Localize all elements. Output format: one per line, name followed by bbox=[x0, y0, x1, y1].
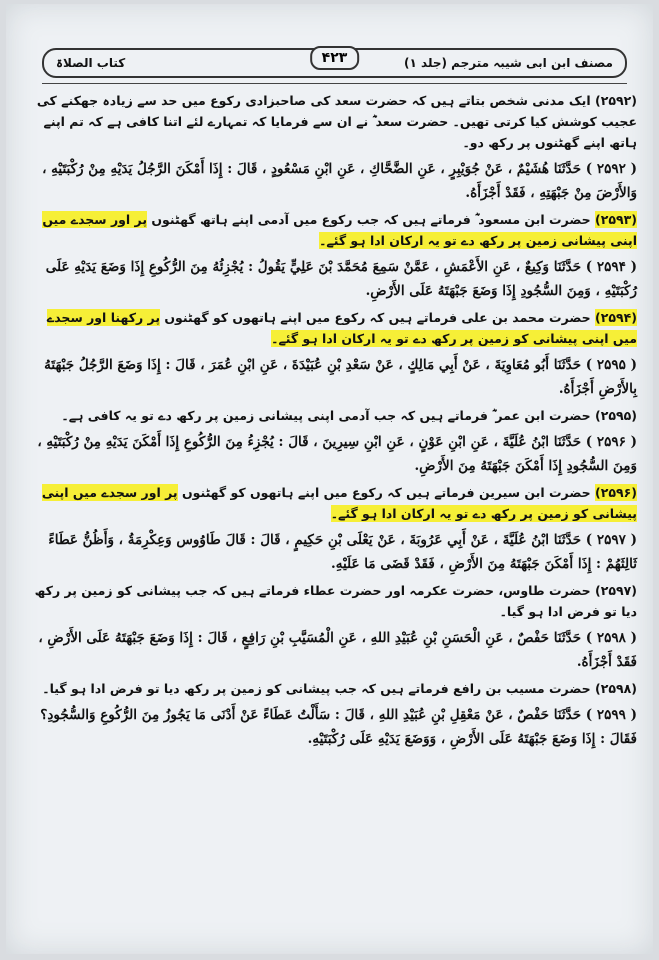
urdu-translation-2594 bbox=[32, 307, 637, 349]
translation-text: ایک مدنی شخص بتاتے ہیں کہ حضرت سعد کی صاحبزادی رکوع میں حد سے زیادہ جھکنے کی عجیب کوشش کیا کرتی تھیں۔ حضرت سعد ؓ نے ان سے فرمایا کہ تمہارے لئے اتنا کافی ہے کہ تم اپنے ہاتھ اپنے گھٹنوں پر رکھ دو۔ bbox=[36, 93, 637, 150]
book-page bbox=[6, 4, 653, 954]
hadith-number: (۲۵۹۵) bbox=[595, 408, 637, 423]
hadith-text: حَدَّثَنَا حَفْصٌ ، عَنِ الْحَسَنِ بْنِ عُبَيْدِ اللهِ ، عَنِ الْمُسَيَّبِ بْنِ رَافِعٍ ، قَالَ : إِذَا وَضَعَ جَبْهَتَهُ عَلَى الأَرْضِ ، فَقَدْ أَجْزَأَهُ. bbox=[38, 630, 637, 670]
urdu-translation-2597 bbox=[32, 580, 637, 622]
hadith-number: ( ۲۵۹۲ ) bbox=[585, 161, 637, 177]
arabic-hadith-2594 bbox=[32, 255, 637, 303]
hadith-text: حَدَّثَنَا هُشَيْمٌ ، عَنْ جُوَيْبِرٍ ، عَنِ الضَّحَّاكِ ، عَنِ ابْنِ مَسْعُودٍ ، قَالَ : إِذَا أَمْكَنَ الرَّجُلُ يَدَيْهِ مِنْ رُكْبَتَيْهِ ، وَالأَرْضَ مِنْ جَبْهَتِهِ ، فَقَدْ أَجْزَأَهُ. bbox=[42, 161, 637, 201]
translation-text: حضرت مسیب بن رافع فرماتے ہیں کہ جب پیشانی کو زمین پر رکھ دیا تو فرض ادا ہو گیا۔ bbox=[42, 681, 591, 696]
hadith-text: حَدَّثَنَا ابْنُ عُلَيَّةَ ، عَنْ أَبِي عَرُوبَةَ ، عَنْ يَعْلَى بْنِ حَكِيمٍ ، قَالَ : قَالَ طَاوُوس وَعِكْرِمَةُ ، وَأَظُنُّ عَطَاءً ثَالِثَهُمْ : إِذَا أَمْكَنَ جَبْهَتَهُ مِنَ الأَرْضِ ، فَقَدْ قَضَى مَا عَلَيْهِ. bbox=[48, 532, 637, 572]
hadith-number: (۲۵۹۶) bbox=[595, 485, 637, 500]
arabic-hadith-2598 bbox=[32, 626, 637, 674]
urdu-translation-2592 bbox=[32, 90, 637, 153]
hadith-number: (۲۵۹۳) bbox=[595, 212, 637, 227]
arabic-hadith-2595 bbox=[32, 353, 637, 401]
highlighted-text: پر اور سجدے میں اپنی پیشانی زمین پر رکھ دے تو یہ ارکان ادا ہو گئے۔ bbox=[42, 212, 637, 248]
translation-text: حضرت ابن سیرین فرماتے ہیں کہ رکوع میں اپنے ہاتھوں کو گھٹنوں bbox=[177, 485, 591, 500]
hadith-number: ( ۲۵۹۸ ) bbox=[585, 630, 637, 646]
urdu-translation-2596 bbox=[32, 482, 637, 524]
highlighted-text: پر اور سجدے میں اپنی پیشانی کو زمین پر رکھ دے تو یہ ارکان ادا ہو گئے۔ bbox=[41, 485, 637, 521]
book-title: مصنف ابن ابی شیبہ مترجم (جلد ۱) bbox=[404, 56, 613, 70]
hadith-number: (۲۵۹۸) bbox=[595, 681, 637, 696]
hadith-number: ( ۲۵۹۷ ) bbox=[585, 532, 637, 548]
arabic-hadith-2592 bbox=[32, 157, 637, 205]
hadith-text: حَدَّثَنَا ابْنُ عُلَيَّةَ ، عَنِ ابْنِ عَوْنٍ ، عَنِ ابْنِ سِيرِينَ ، قَالَ : يُجْزِءُ مِنَ الرُّكُوعِ إِذَا أَمْكَنَ يَدَيْهِ مِنْ رُكْبَتَيْهِ ، وَمِنَ السُّجُودِ إِذَا أَمْكَنَ جَبْهَتَهُ مِنَ الأَرْضِ. bbox=[37, 434, 637, 474]
hadith-number: (۲۵۹۲) bbox=[595, 93, 637, 108]
hadith-number: ( ۲۵۹۴ ) bbox=[585, 259, 637, 275]
arabic-hadith-2597 bbox=[32, 528, 637, 576]
hadith-number: ( ۲۵۹۵ ) bbox=[585, 357, 637, 373]
urdu-translation-2598 bbox=[32, 678, 637, 699]
translation-text: حضرت محمد بن علی فرماتے ہیں کہ رکوع میں اپنے ہاتھوں کو گھٹنوں bbox=[160, 310, 591, 325]
translation-text: حضرت ابن مسعود ؓ فرماتے ہیں کہ جب رکوع میں آدمی اپنے ہاتھ گھٹنوں bbox=[147, 212, 591, 227]
urdu-translation-2593 bbox=[32, 209, 637, 251]
hadith-number: ( ۲۵۹۶ ) bbox=[585, 434, 637, 450]
hadith-number: (۲۵۹۴) bbox=[595, 310, 637, 325]
hadith-text: حَدَّثَنَا وَكِيعٌ ، عَنِ الأَعْمَشِ ، عَمَّنْ سَمِعَ مُحَمَّدَ بْنَ عَلِيٍّ يَقُولُ : يُجْزِئُهُ مِنَ الرُّكُوعِ إِذَا وَضَعَ يَدَيْهِ عَلَى رُكْبَتَيْهِ ، وَمِنَ السُّجُودِ إِذَا وَضَعَ جَبْهَتَهُ عَلَى الأَرْضِ. bbox=[45, 259, 637, 299]
translation-text: حضرت ابن عمر ؓ فرماتے ہیں کہ جب آدمی اپنی پیشانی زمین پر رکھ دے تو یہ کافی ہے۔ bbox=[61, 408, 591, 423]
chapter-title: کتاب الصلاۃ bbox=[56, 56, 126, 70]
hadith-number: (۲۵۹۷) bbox=[595, 583, 637, 598]
page-content bbox=[32, 90, 637, 755]
hadith-number: ( ۲۵۹۹ ) bbox=[585, 707, 637, 723]
arabic-hadith-2599 bbox=[32, 703, 637, 751]
page-number: ۴۲۳ bbox=[310, 46, 360, 70]
translation-text: حضرت طاوس، حضرت عکرمہ اور حضرت عطاء فرماتے ہیں کہ جب پیشانی کو زمین پر رکھ دیا تو فرض ادا ہو گیا۔ bbox=[34, 583, 637, 619]
arabic-hadith-2596 bbox=[32, 430, 637, 478]
highlighted-text: پر رکھنا اور سجدے میں اپنی پیشانی کو زمین پر رکھ دے تو یہ ارکان ادا ہو گئے۔ bbox=[46, 310, 637, 346]
page-header bbox=[42, 48, 627, 78]
header-divider bbox=[42, 83, 627, 84]
hadith-text: حَدَّثَنَا أَبُو مُعَاوِيَةَ ، عَنْ أَبِي مَالِكٍ ، عَنْ سَعْدِ بْنِ عُبَيْدَةَ ، عَنِ ابْنِ عُمَرَ ، قَالَ : إِذَا وَضَعَ الرَّجُلُ جَبْهَتَهُ بِالأَرْضِ أَجْزَأَهُ. bbox=[44, 357, 637, 397]
hadith-text: حَدَّثَنَا حَفْصٌ ، عَنْ مَعْقِلِ بْنِ عُبَيْدِ اللهِ ، قَالَ : سَأَلْتُ عَطَاءً عَنْ أَدْنَى مَا يَجُوزُ مِنَ الرُّكُوعِ وَالسُّجُودِ؟ فَقَالَ : إِذَا وَضَعَ جَبْهَتَهُ عَلَى الأَرْضِ ، وَوَضَعَ يَدَيْهِ عَلَى رُكْبَتَيْهِ. bbox=[40, 707, 637, 747]
urdu-translation-2595 bbox=[32, 405, 637, 426]
